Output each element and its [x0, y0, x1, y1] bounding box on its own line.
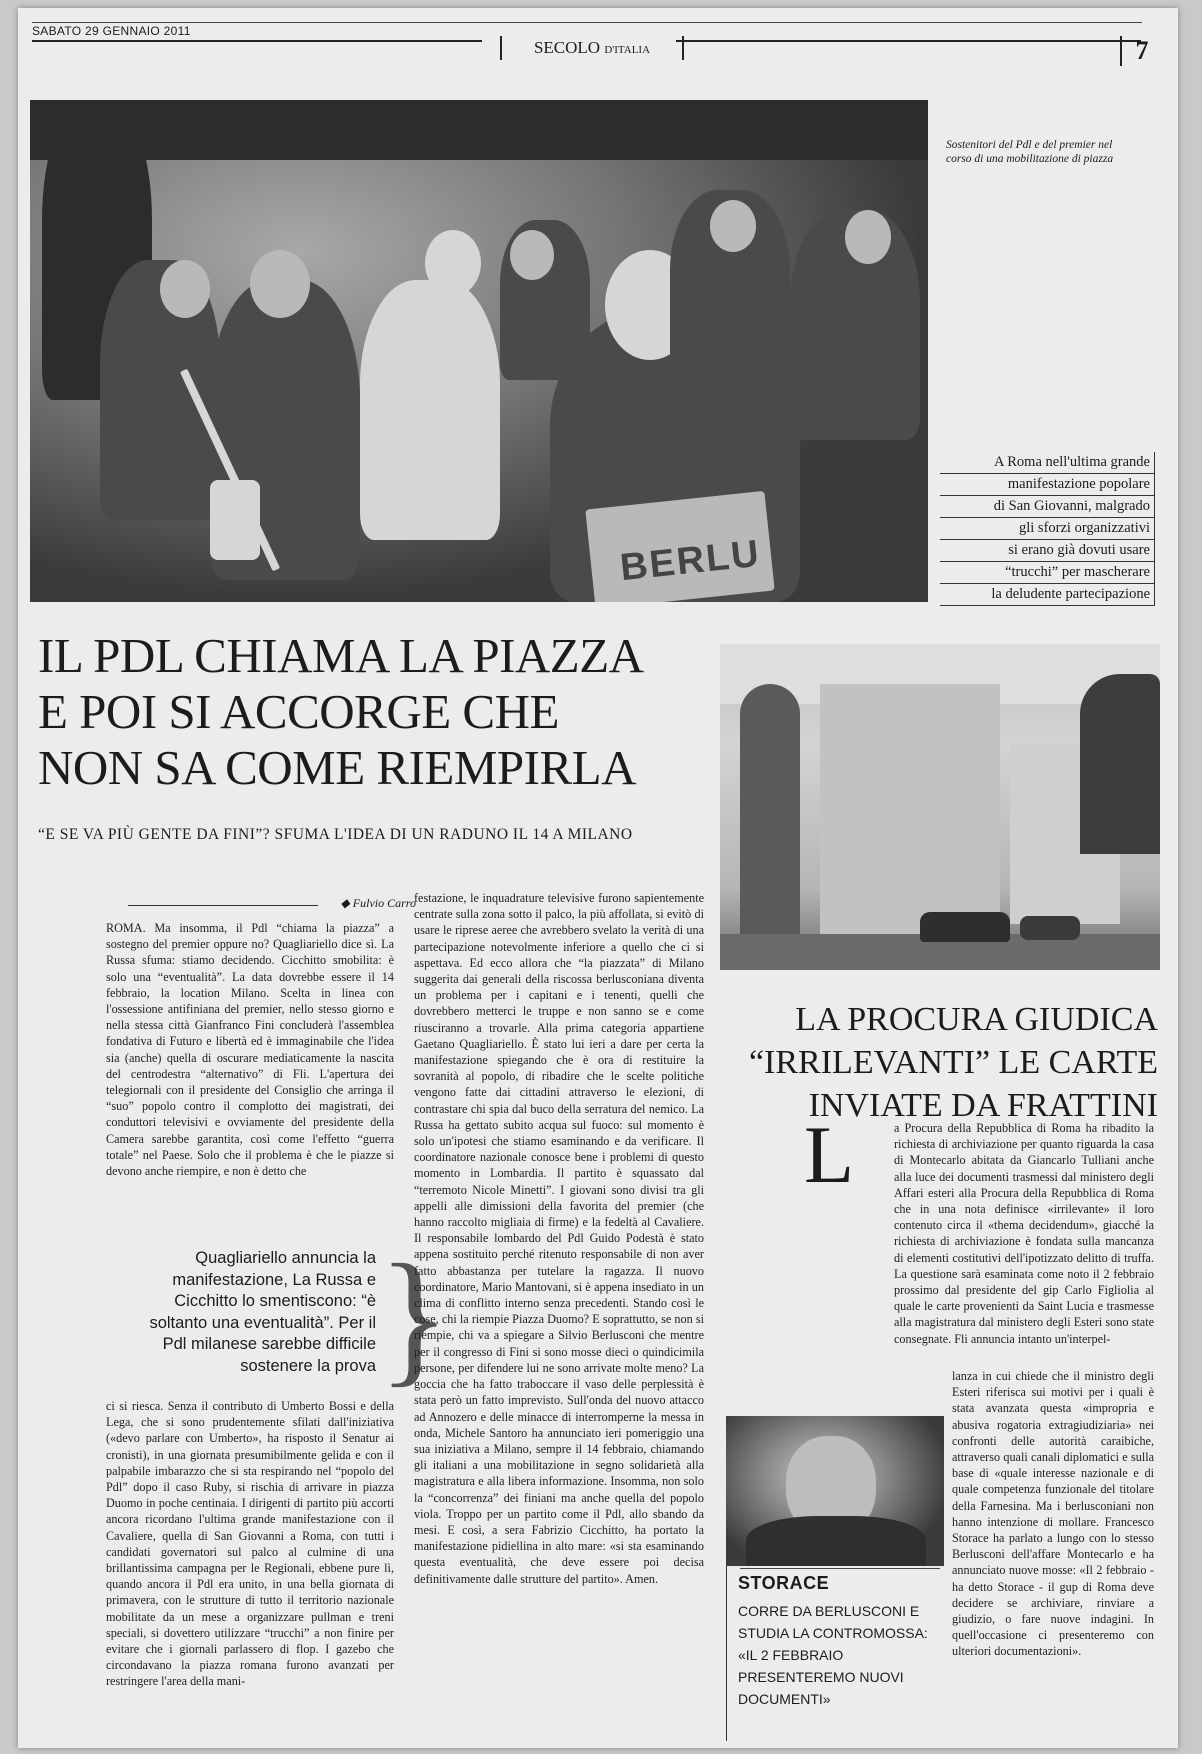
article-column-1: ROMA. Ma insomma, il Pdl “chiama la piazza” a sostegno del premier oppure no? Quagliariello dice sì. La Russa sfuma: stiamo decidendo. Cicchitto smobilita: è solo una “eventualità”. La data dovrebbe essere il 14 febbraio, la location Milano. Scelta in linea con l'ossessione antifiniana del premier, nello stesso giorno e nella stessa città Gianfranco Fini concluderà l'assemblea fondativa di Futuro e libertà ed è immaginabile che l'idea sia (anche) quella di oscurare mediaticamente la nascita del centrodestra “alternativo” di Fli. L'apertura dei telegiornali con il presidente del Consiglio che arringa il “suo” popolo contro il complotto dei magistrati, dei conduttori televisivi e ovviamente del presidente della Camera sarebbe garantita, così come l'effetto “guerra totale” nel Paese. Solo che il problema è che le piazze si devono anche riempire, e non è detto che [106, 921, 394, 1179]
header-top-rule [32, 22, 1142, 23]
headline-line: IL PDL CHIAMA LA PIAZZA [38, 628, 644, 683]
header-date: SABATO 29 GENNAIO 2011 [32, 24, 191, 38]
caption-line: manifestazione popolare [940, 474, 1155, 496]
caption-line: di San Giovanni, malgrado [940, 496, 1155, 518]
caption-line: si erano già dovuti usare [940, 540, 1155, 562]
masthead [500, 36, 684, 60]
headline [38, 628, 728, 796]
caption-line: gli sforzi organizzativi [940, 518, 1155, 540]
storace-photo [726, 1416, 944, 1566]
secondary-headline [718, 998, 1158, 1127]
header-rule-right [676, 40, 1141, 42]
newspaper-page [18, 8, 1178, 1748]
masthead-name: SECOLO [533, 38, 601, 57]
drop-cap: L [804, 1109, 855, 1200]
article2-column [834, 1120, 1154, 1347]
pull-quote: Quagliariello annuncia la manifestazione, La Russa e Cicchitto lo smentiscono: “è soltanto una eventualità”. Per il Pdl milanese sarebbe difficile sostenere la prova [149, 1249, 376, 1375]
photo-caption-2 [940, 452, 1155, 606]
secondary-headline-line: “IRRILEVANTI” LE CARTE [748, 1044, 1158, 1081]
byline: ◆ Fulvio Carro [340, 896, 416, 910]
secondary-headline-line: LA PROCURA GIUDICA [795, 1001, 1158, 1038]
headline-line: NON SA COME RIEMPIRLA [38, 740, 636, 795]
header-rule-left [32, 40, 482, 42]
article2-text: a Procura della Repubblica di Roma ha ribadito la richiesta di archiviazione per quanto riguarda la casa di Montecarlo abitata da Giancarlo Tulliani anche alla luce dei documenti trasmessi dal ministero degli Affari esteri alla Procura della Repubblica di Roma che in una nota definisce «irrilevante» il loro contenuto circa il «thema decidendum», giacché la richiesta di archiviazione è fondata sulla mancanza di elementi costitutivi dell'ipotizzato delitto di truffa. La questione sarà esaminata come noto il 2 febbraio prossimo dal presidente del gip Carlo Figliolia al quale le carte provenienti da Saint Lucia e trasmesse alla magistratura dal ministero degli Esteri sono state consegnate. Fli annuncia intanto un'interpel- [894, 1121, 1154, 1346]
caption-line: la deludente partecipazione [940, 584, 1155, 606]
photo-caption-1: Sostenitori del Pdl e del premier nel corso di una mobilitazione di piazza [946, 139, 1114, 165]
caption-line: A Roma nell'ultima grande [940, 452, 1155, 474]
storace-text: CORRE DA BERLUSCONI E STUDIA LA CONTROMOSSA: «IL 2 FEBBRAIO PRESENTEREMO NUOVI DOCUMENTI» [738, 1603, 928, 1707]
headline-line: E POI SI ACCORGE CHE [38, 684, 559, 739]
secondary-headline-line: INVIATE DA FRATTINI [808, 1087, 1158, 1124]
building-photo [720, 644, 1160, 970]
article2-column-continued: lanza in cui chiede che il ministro degli Esteri riferisca sui motivi per i quali è stata avanzata questa «impropria e abusiva rogatoria extragiudiziaria» nei confronti delle autorità caraibiche, attraverso quali canali diplomatici e sulla base di «quale interesse nazionale e di quale competenza funzionale del titolare della Farnesina. Ma i berlusconiani non hanno intenzione di mollare. Francesco Storace ha parlato a lungo con lo stesso Berlusconi dell'affare Montecarlo e ha annunciato nuove mosse: «Il 2 febbraio - ha detto Storace - il gup di Roma deve decidere se archiviare, rinviare a giudizio, o fare nuove indagini. In quell'occasione ci presenteremo con ulteriori documentazioni». [952, 1369, 1154, 1659]
crowd-photo [30, 100, 928, 602]
article-column-2: festazione, le inquadrature televisive furono sapientemente centrate sulla zona sotto il palco, la più affollata, si evitò di usare le riprese aeree che avrebbero svelato la verità di una partecipazione notevolmente inferiore a quello che ci si aspettava. Ed ecco allora che “la piazzata” di Milano suggerita dai generali della riscossa berlusconiana diventa un problema per i capitani e i tenenti, quelli che dovrebbero metterci le truppe e non sanno se e come riusciranno a trovarle. Alla prima categoria appartiene Gaetano Quagliariello. È stato lui ieri a dare per certa la manifestazione spiegando che è ora di restituire la sovranità al popolo, di ribadire che le scelte politiche vengono fatte dai cittadini attraverso le elezioni, di contrastare chi spia dal buco della serratura del nemico. La Russa ha gettato subito acqua sul fuoco: sul momento è solo un'ipotesi che stiamo esaminando e da verificare. Il coordinatore nazionale conosce bene i problemi di questo momento in Lombardia. Il partito è squassato dal “terremoto Nicole Minetti”. I giovani sono divisi tra gli appelli alle dimissioni della favorita del premier (che hanno raccolto migliaia di firme) e la fedeltà al Cavaliere. Il responsabile lombardo del Pdl Guido Podestà è stato appena sostituito perché ritenuto responsabile di non aver fatto abbastanza per tutelare la ragazza. Il nuovo coordinatore, Mario Mantovani, si è appena insediato in un clima di conflitto interno senza precedenti. Stando così le cose, chi la riempie Piazza Duomo? E soprattutto, se non si riempie, chi va a spiegare a Silvio Berlusconi che mentre per il congresso di Fini si sono mosse dieci o quindicimila persone, per difendere lui ne sono arrivate molte meno? La goccia che ha fatto traboccare il vaso delle perplessità è stata però un fatto imprevisto. Sull'onda del nuovo attacco ad Annozero e delle minacce di interromperne la messa in onda, Michele Santoro ha annunciato ieri pomeriggio una sua iniziativa a Milano, sempre il 14 febbraio, chiamando gli italiani a una mobilitazione in segno solidarietà alla magistratura e alla libera informazione. Insomma, non solo la “concorrenza” dei finiani ma anche quella del popolo viola. Troppo per un partito come il Pdl, allo sbando da mesi. E così, a sera Fabrizio Cicchitto, ha portato la manifestazione pidiellina in alto mare: «si sta esaminando questa eventualità, che deve essere poi decisa definitivamente dalle strutture del partito». Amen. [414, 891, 704, 1586]
article-column-1-continued: ci si riesca. Senza il contributo di Umberto Bossi e della Lega, che si sono prudentemente sfilati dall'iniziativa («devo parlare con Umberto», ha risposto il Senatur ai cronisti), in una giornata presumibilmente gelida e con il palpabile imbarazzo che si sta respirando nel “popolo del Pdl” dopo il caso Ruby, si rischia di arrivare in piazza Duomo in poche centinaia. I dirigenti di partito più accorti ancora ricordano l'ultima grande manifestazione con il Cavaliere, quella di San Giovanni a Roma, con tutti i candidati governatori sul palco al culmine di una brillantissima campagna per le Regionali, ebbene pure lì, quando ancora il Pdl era unito, in una bella giornata di primavera, con le strutture di tutto il territorio nazionale mobilitate da un mese a organizzare pullman e treni speciali, si dovettero utilizzare “trucchi” a non finire per evitare che i giornali parlassero di flop. I gazebo che circondavano la piazza romana furono avanzati per restringere l'area della mani- [106, 1399, 394, 1689]
sign-text: BERLU [618, 532, 763, 590]
storace-name: STORACE [738, 1573, 830, 1593]
caption-line: “trucchi” per mascherare [940, 562, 1155, 584]
masthead-suffix: D'ITALIA [604, 44, 651, 56]
page-number: 7 [1120, 36, 1162, 66]
pull-quote-brace: } [378, 1234, 450, 1400]
storace-rule [740, 1568, 940, 1569]
subheadline: “E SE VA PIÙ GENTE DA FINI”? SFUMA L'IDEA DI UN RADUNO IL 14 A MILANO [38, 826, 633, 843]
